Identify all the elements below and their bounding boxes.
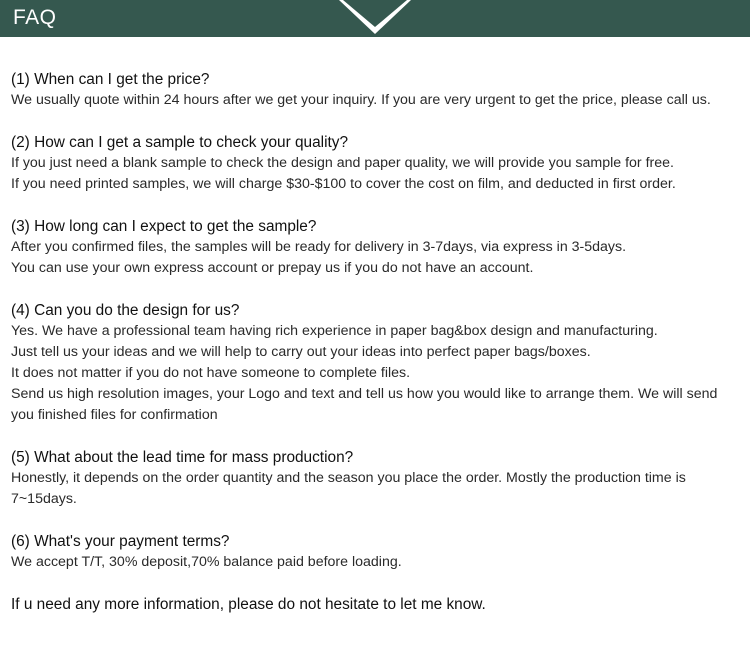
- faq-question: (1) When can I get the price?: [11, 71, 210, 88]
- faq-content: [11, 69, 747, 615]
- faq-answer-line: If you just need a blank sample to check the design and paper quality, we will provide you sample for free.: [11, 155, 674, 171]
- faq-answer-line: We usually quote within 24 hours after we get your inquiry. If you are very urgent to get the price, please call us.: [11, 92, 711, 108]
- faq-answer-line: Honestly, it depends on the order quantity and the season you place the order. Mostly the production time is: [11, 470, 686, 486]
- faq-question: (2) How can I get a sample to check your quality?: [11, 134, 349, 151]
- faq-item-4: [11, 300, 747, 426]
- faq-answer-line: Send us high resolution images, your Logo and text and tell us how you would like to arrange them. We will send: [11, 386, 718, 402]
- faq-answer-line: We accept T/T, 30% deposit,70% balance paid before loading.: [11, 554, 402, 570]
- faq-question: (4) Can you do the design for us?: [11, 302, 240, 319]
- down-chevron-notch-icon: [339, 0, 411, 37]
- faq-answer-line: Yes. We have a professional team having rich experience in paper bag&box design and manufacturing.: [11, 323, 658, 339]
- faq-answer-line: If you need printed samples, we will charge $30-$100 to cover the cost on film, and deducted in first order.: [11, 176, 676, 192]
- faq-item-5: [11, 447, 747, 510]
- faq-item-1: [11, 69, 747, 111]
- faq-question: (5) What about the lead time for mass production?: [11, 449, 354, 466]
- closing-note: If u need any more information, please do not hesitate to let me know.: [11, 596, 486, 613]
- faq-question: (6) What's your payment terms?: [11, 533, 230, 550]
- faq-header-bar: [0, 0, 750, 37]
- faq-answer-line: You can use your own express account or prepay us if you do not have an account.: [11, 260, 534, 276]
- faq-answer-line: you finished files for confirmation: [11, 407, 218, 423]
- faq-answer-line: Just tell us your ideas and we will help to carry out your ideas into perfect paper bags/boxes.: [11, 344, 591, 360]
- faq-answer-line: 7~15days.: [11, 491, 77, 507]
- faq-question: (3) How long can I expect to get the sample?: [11, 218, 317, 235]
- faq-answer-line: It does not matter if you do not have someone to complete files.: [11, 365, 411, 381]
- faq-item-6: [11, 531, 747, 573]
- faq-item-3: [11, 216, 747, 279]
- faq-title: FAQ: [13, 6, 57, 29]
- faq-item-2: [11, 132, 747, 195]
- faq-answer-line: After you confirmed files, the samples will be ready for delivery in 3-7days, via express in 3-5days.: [11, 239, 627, 255]
